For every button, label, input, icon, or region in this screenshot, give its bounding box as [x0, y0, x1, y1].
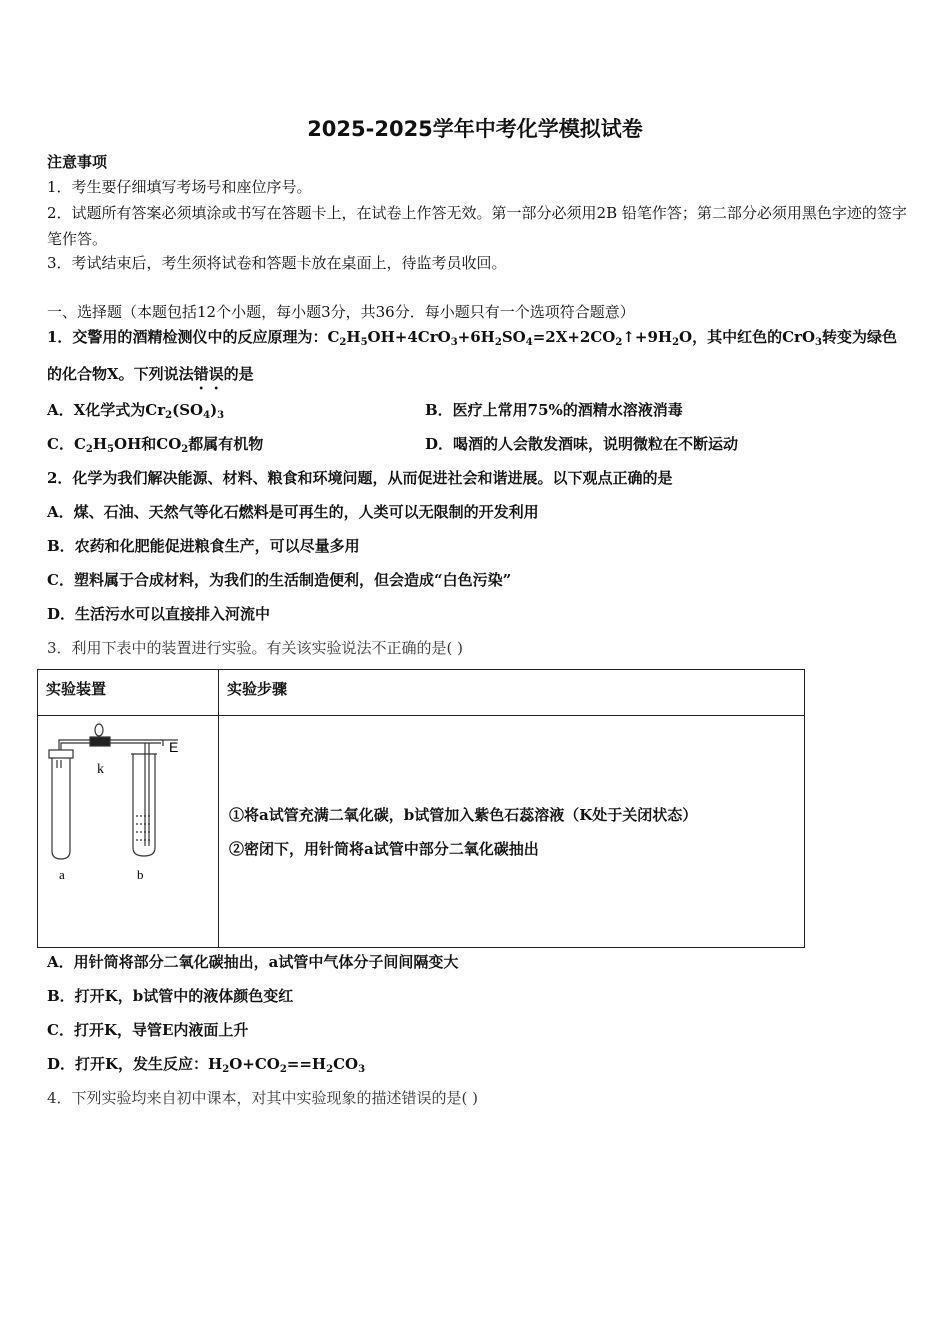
option-b: B．农药和化肥能促进粮食生产，可以尽量多用 [47, 537, 360, 555]
option-a: A．用针筒将部分二氧化碳抽出，a试管中气体分子间间隔变大 [47, 953, 459, 971]
test-tube-b [133, 754, 155, 856]
experiment-table [37, 669, 805, 948]
apparatus-diagram [38, 716, 218, 945]
page-title: 2025-2025学年中考化学模拟试卷 [307, 117, 643, 141]
table-header-row [38, 670, 805, 716]
option-d: D．生活污水可以直接排入河流中 [47, 605, 271, 623]
table-header-steps: 实验步骤 [219, 670, 805, 716]
steps-cell [219, 716, 805, 948]
connecting-tube [59, 740, 163, 750]
option-b: B．打开K，b试管中的液体颜色变红 [47, 987, 294, 1005]
question-1-options-row2 [47, 434, 907, 454]
option-b: B．医疗上常用75%的酒精水溶液消毒 [425, 401, 683, 419]
apparatus-cell [38, 716, 219, 948]
step-1: ①将a试管充满二氧化碳，b试管加入紫色石蕊溶液（K处于关闭状态） [229, 805, 698, 824]
question-2-stem: 2．化学为我们解决能源、材料、粮食和环境问题，从而促进社会和谐进展。以下观点正确的是 [47, 469, 673, 487]
label-e: E [169, 739, 179, 755]
option-d: D．喝酒的人会散发酒味，说明微粒在不断运动 [425, 435, 739, 453]
option-c: C．$C_2H_5OH$和$CO_2$都属有机物 [47, 435, 264, 455]
option-c: C．打开K，导管E内液面上升 [47, 1021, 249, 1039]
option-a: A．X化学式为$Cr_2(SO_4)_3$ [47, 401, 225, 421]
label-b: b [137, 867, 144, 882]
notice-item: 2．试题所有答案必须填涂或书写在答题卡上，在试卷上作答无效。第一部分必须用2B 铅笔作答；第二部分必须用黑色字迹的签字笔作答。 [47, 204, 907, 248]
notice-heading: 注意事项 [47, 153, 108, 171]
question-1-stem: 1．交警用的酒精检测仪中的反应原理为：$C_2H_5OH+4CrO_3+6H_2SO_4=2X+2CO_2↑+9H_2O$，其中红色的CrO$_3$转变为绿色 [47, 328, 898, 348]
question-1-stem-line2: 的化合物X。下列说法错误的是 [47, 365, 254, 383]
stopper-a [49, 750, 73, 758]
option-c: C．塑料属于合成材料，为我们的生活制造便利，但会造成“白色污染” [47, 571, 512, 589]
valve-handle [95, 724, 103, 736]
test-tube-a [52, 756, 70, 859]
question-4-stem: 4．下列实验均来自初中课本，对其中实验现象的描述错误的是( ) [47, 1089, 479, 1107]
option-a: A．煤、石油、天然气等化石燃料是可再生的，人类可以无限制的开发利用 [47, 503, 539, 521]
question-1-options-row1 [47, 400, 907, 420]
option-d: D．打开K，发生反应：$H_2O+CO_2==H_2CO_3$ [47, 1055, 366, 1075]
valve-k [90, 737, 110, 746]
label-k: k [97, 762, 104, 777]
step-2: ②密闭下，用针筒将a试管中部分二氧化碳抽出 [229, 839, 539, 858]
table-row [38, 716, 805, 948]
notice-item: 1．考生要仔细填写考场号和座位序号。 [47, 178, 312, 196]
label-a: a [59, 867, 65, 882]
emphasis-word: 错误 [193, 365, 224, 383]
section-heading: 一、选择题（本题包括12个小题，每小题3分，共36分．每小题只有一个选项符合题意） [47, 303, 635, 321]
question-3-stem: 3．利用下表中的装置进行实验。有关该实验说法不正确的是( ) [47, 639, 464, 657]
notice-item: 3．考试结束后，考生须将试卷和答题卡放在桌面上，待监考员收回。 [47, 254, 507, 272]
table-header-apparatus: 实验装置 [38, 670, 219, 716]
